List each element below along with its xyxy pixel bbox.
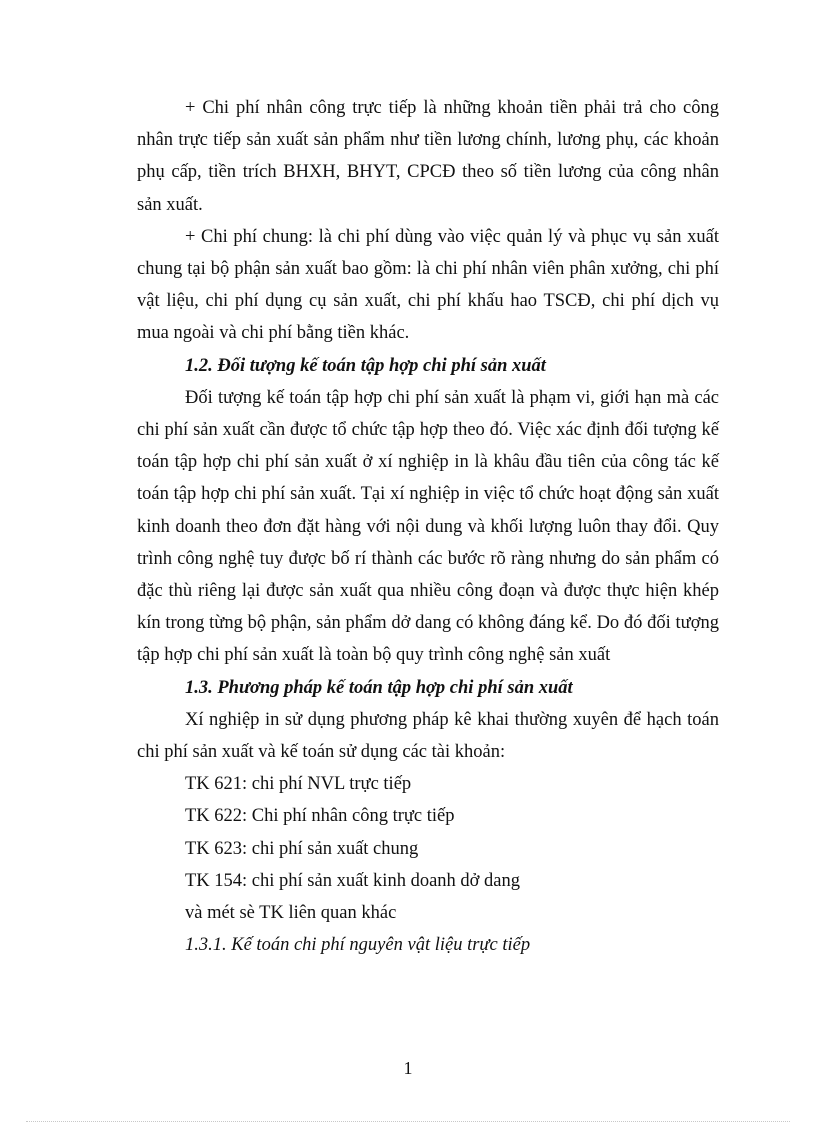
paragraph-method: Xí nghiệp in sử dụng phương pháp kê khai thường xuyên để hạch toán chi phí sản xuất và kế toán sử dụng các tài khoản: [137,709,719,763]
paragraph-cost-object: Đối tượng kế toán tập hợp chi phí sản xuất là phạm vi, giới hạn mà các chi phí sản xuất cần được tổ chức tập hợp theo đó. Việc xác định đối tượng kế toán tập hợp chi phí sản xuất ở xí nghiệp in là khâu đầu tiên của công tác kế toán tập hợp chi phí sản xuất. Tại xí nghiệp in việc tổ chức hoạt động sản xuất kinh doanh theo đơn đặt hàng với nội dung và khối lượng luôn thay đổi. Quy trình công nghệ tuy được bố rí thành các bước rõ ràng nhưng do sản phẩm có đặc thù riêng lại được sản xuất qua nhiều công đoạn và được thực hiện khép kín trong từng bộ phận, sản phẩm dở dang có không đáng kể. Do đó đối tượng tập hợp chi phí sản xuất là toàn bộ quy trình công nghệ sản xuất [137,387,719,666]
other-accounts-line: và mét sè TK liên quan khác [185,903,397,924]
account-tk-623: TK 623: chi phí sản xuất chung [185,838,419,859]
heading-1-2: 1.2. Đối tượng kế toán tập hợp chi phí sản xuất [185,355,546,376]
account-tk-622: TK 622: Chi phí nhân công trực tiếp [185,806,455,827]
paragraph-general-cost: + Chi phí chung: là chi phí dùng vào việc quản lý và phục vụ sản xuất chung tại bộ phận sản xuất bao gồm: là chi phí nhân viên phân xưởng, chi phí vật liệu, chi phí dụng cụ sản xuất, chi phí khấu hao TSCĐ, chi phí dịch vụ mua ngoài và chi phí bằng tiền khác. [137,226,719,344]
account-tk-154: TK 154: chi phí sản xuất kinh doanh dở dang [185,870,521,891]
paragraph-direct-labor-cost: + Chi phí nhân công trực tiếp là những khoản tiền phải trả cho công nhân trực tiếp sản xuất sản phẩm như tiền lương chính, lương phụ, các khoản phụ cấp, tiền trích BHXH, BHYT, CPCĐ theo số tiền lương của công nhân sản xuất. [137,98,719,215]
account-tk-621: TK 621: chi phí NVL trực tiếp [185,774,412,795]
body-text [137,92,719,961]
heading-1-3-1: 1.3.1. Kế toán chi phí nguyên vật liệu trực tiếp [185,935,531,956]
page-bottom-divider [26,1121,790,1122]
page-number: 1 [403,1058,413,1078]
heading-1-3: 1.3. Phương pháp kế toán tập hợp chi phí sản xuất [185,677,573,698]
